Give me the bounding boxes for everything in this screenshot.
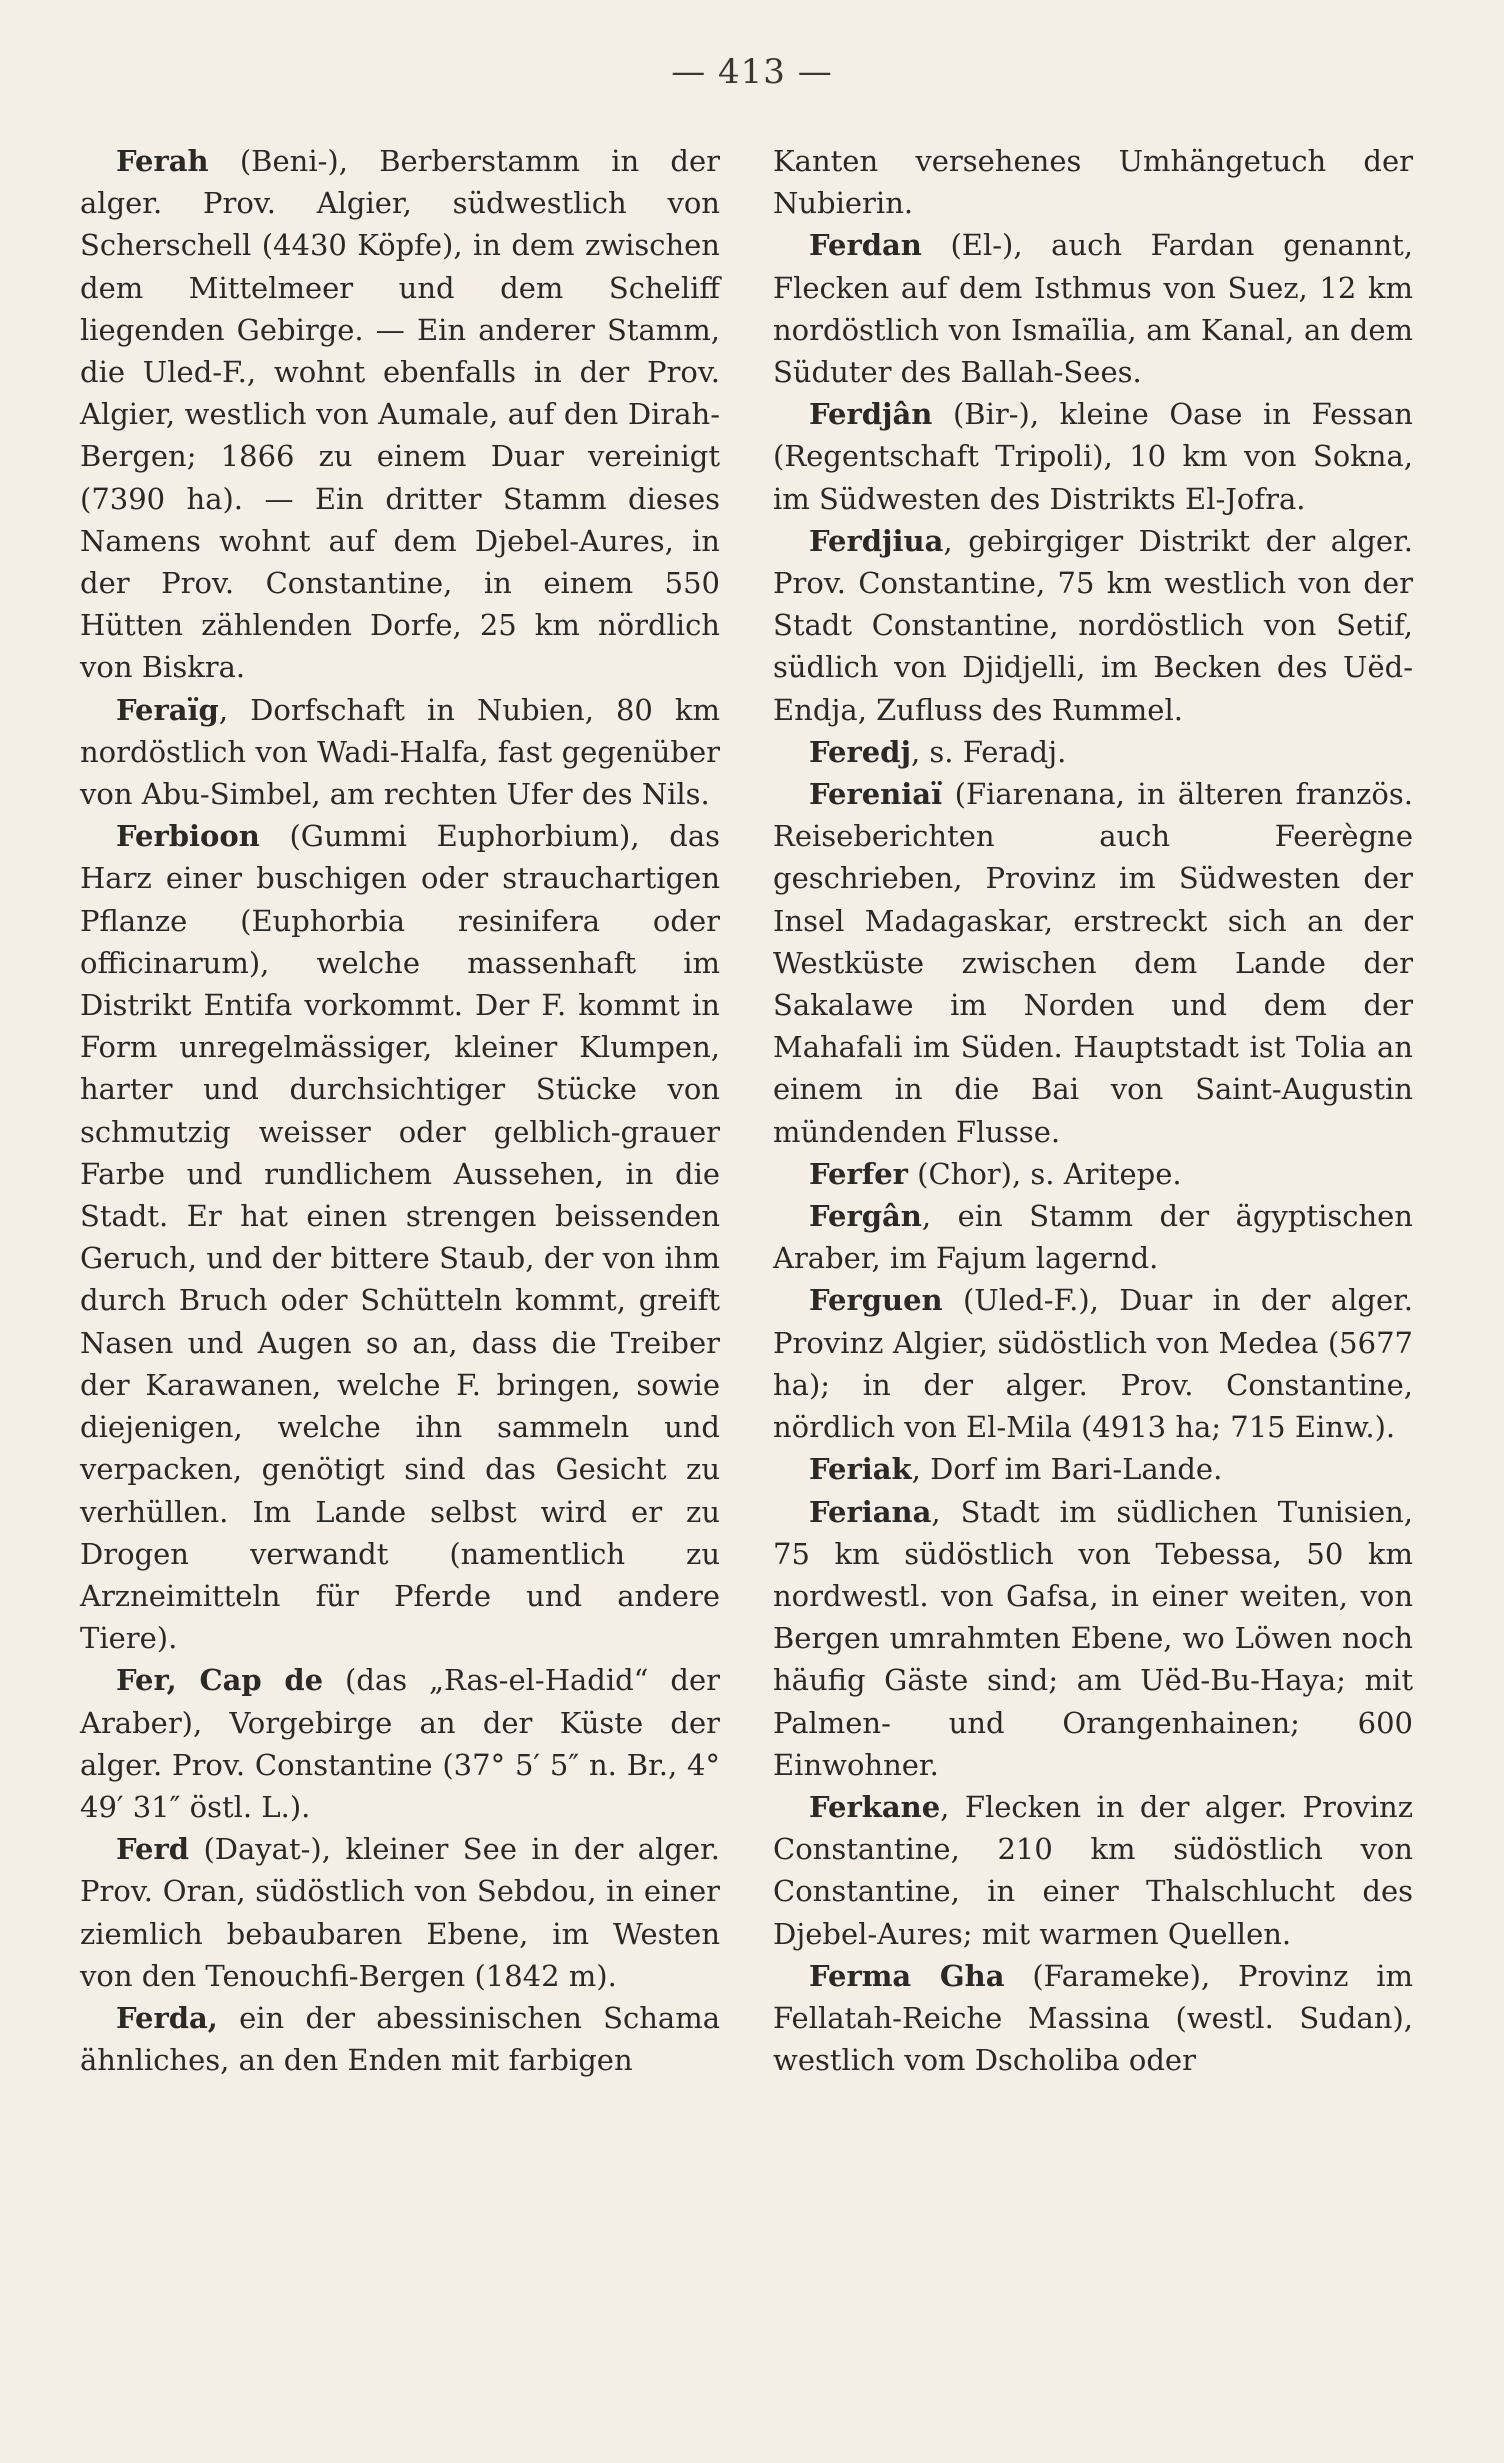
headword: Ferkane <box>809 1789 941 1824</box>
entry-text: (das „Ras-el-Hadid“ der Araber), Vorgebirge an der Küste der alger. Prov. Constantine (37° 5′ 5″ n. Br., 4° 49′ 31″ östl. L.). <box>80 1663 720 1824</box>
headword: Ferma Gha <box>809 1958 1005 1993</box>
entry-fereniai <box>773 773 1413 1153</box>
headword: Feraïg <box>116 692 219 727</box>
entry-ferdjiua <box>773 520 1413 731</box>
entry-ferdan <box>773 224 1413 393</box>
headword: Feriak <box>809 1452 912 1487</box>
headword: Ferbioon <box>116 819 260 854</box>
entry-text: (El-), auch Fardan genannt, Flecken auf dem Isthmus von Suez, 12 km nordöstlich von Ismaïlia, am Kanal, an dem Süduter des Ballah-Sees. <box>773 228 1413 390</box>
entry-ferah <box>80 140 720 689</box>
entry-ferbioon <box>80 815 720 1659</box>
entry-text: , gebirgiger Distrikt der alger. Prov. Constantine, 75 km westlich von der Stadt Constantine, nordöstlich von Setif, südlich von Djidjelli, im Becken des Uëd-Endja, Zufluss des Rummel. <box>773 523 1413 727</box>
entry-ferda-continued <box>773 140 1413 224</box>
headword: Ferfer <box>809 1156 908 1191</box>
entry-ferma-gha <box>773 1955 1413 2082</box>
headword: Ferda, <box>116 2000 218 2035</box>
headword: Ferd <box>116 1832 190 1867</box>
entry-ferkane <box>773 1786 1413 1955</box>
headword: Feriana <box>809 1494 932 1529</box>
entry-ferfer <box>773 1153 1413 1195</box>
entry-text: (Uled-F.), Duar in der alger. Provinz Algier, südöstlich von Medea (5677 ha); in der alger. Prov. Constantine, nördlich von El-Mila (4913 ha; 715 Einw.). <box>773 1283 1413 1445</box>
entry-text: Kanten versehenes Umhängetuch der Nubierin. <box>773 144 1413 221</box>
entry-text: , Flecken in der alger. Provinz Constantine, 210 km südöstlich von Constantine, in einer Thalschlucht des Djebel-Aures; mit warmen Quellen. <box>773 1789 1413 1951</box>
entry-text: (Beni-), Berberstamm in der alger. Prov. Algier, südwestlich von Scherschell (4430 Köpfe), in dem zwischen dem Mittelmeer und dem Scheliff liegenden Gebirge. — Ein anderer Stamm, die Uled-F., wohnt ebenfalls in der Prov. Algier, westlich von Aumale, auf den Dirah-Bergen; 1866 zu einem Duar vereinigt (7390 ha). — Ein dritter Stamm dieses Namens wohnt auf dem Djebel-Aures, in der Prov. Constantine, in einem 550 Hütten zählenden Dorfe, 25 km nördlich von Biskra. <box>80 144 720 685</box>
headword: Ferguen <box>809 1283 943 1318</box>
headword: Ferdjân <box>809 397 933 432</box>
entry-ferda <box>80 1997 720 2081</box>
entry-ferguen <box>773 1279 1413 1448</box>
entry-text: , ein Stamm der ägyptischen Araber, im Fajum lagernd. <box>773 1199 1413 1276</box>
entry-text: ein der abessinischen Schama ähnliches, an den Enden mit farbigen <box>80 2000 720 2078</box>
entry-text: (Farameke), Provinz im Fellatah-Reiche Massina (westl. Sudan), westlich vom Dscholiba oder <box>773 1958 1413 2078</box>
page-number: — 413 — <box>671 52 833 92</box>
headword: Fer, Cap de <box>116 1663 324 1698</box>
left-column <box>80 140 720 2081</box>
entry-text: (Chor), s. Aritepe. <box>907 1156 1182 1191</box>
entry-fer-cap-de <box>80 1659 720 1828</box>
entry-feredj <box>773 731 1413 773</box>
entry-text: , s. Feradj. <box>910 734 1067 769</box>
entry-text: (Gummi Euphorbium), das Harz einer buschigen oder strauchartigen Pflanze (Euphorbia resinifera oder officinarum), welche massenhaft im Distrikt Entifa vorkommt. Der F. kommt in Form unregelmässiger, kleiner Klumpen, harter und durchsichtiger Stücke von schmutzig weisser oder gelblich-grauer Farbe und rundlichem Aussehen, in die Stadt. Er hat einen strengen beissenden Geruch, und der bittere Staub, der von ihm durch Bruch oder Schütteln kommt, greift Nasen und Augen so an, dass die Treiber der Karawanen, welche F. bringen, sowie diejenigen, welche ihn sammeln und verpacken, genötigt sind das Gesicht zu verhüllen. Im Lande selbst wird er zu Drogen verwandt (namentlich zu Arzneimitteln für Pferde und andere Tiere). <box>80 819 720 1656</box>
entry-ferdjan <box>773 393 1413 520</box>
entry-text: (Dayat-), kleiner See in der alger. Prov. Oran, südöstlich von Sebdou, in einer ziemlich bebaubaren Ebene, im Westen von den Tenouchfi-Bergen (1842 m). <box>80 1832 720 1993</box>
headword: Fereniaï <box>809 777 943 812</box>
entry-text: (Bir-), kleine Oase in Fessan (Regentschaft Tripoli), 10 km von Sokna, im Südwesten des Distrikts El-Jofra. <box>773 397 1413 516</box>
headword: Ferdjiua <box>809 523 944 558</box>
entry-text: , Dorf im Bari-Lande. <box>911 1452 1223 1487</box>
entry-text: , Dorfschaft in Nubien, 80 km nordöstlich von Wadi-Halfa, fast gegenüber von Abu-Simbel, am rechten Ufer des Nils. <box>80 692 720 812</box>
entry-feriak <box>773 1448 1413 1490</box>
headword: Feredj <box>809 734 911 769</box>
headword: Fergân <box>809 1199 922 1234</box>
entry-text: , Stadt im südlichen Tunisien, 75 km südöstlich von Tebessa, 50 km nordwestl. von Gafsa, in einer weiten, von Bergen umrahmten Ebene, wo Löwen noch häufig Gäste sind; am Uëd-Bu-Haya; mit Palmen- und Orangenhainen; 600 Einwohner. <box>773 1494 1413 1782</box>
entry-fergan <box>773 1195 1413 1279</box>
headword: Ferah <box>116 144 209 178</box>
headword: Ferdan <box>809 228 922 263</box>
entry-text: (Fiarenana, in älteren französ. Reiseberichten auch Feerègne geschrieben, Provinz im Südwesten der Insel Madagaskar, erstreckt sich an der Westküste zwischen dem Lande der Sakalawe im Norden und dem der Mahafali im Süden. Hauptstadt ist Tolia an einem in die Bai von Saint-Augustin mündenden Flusse. <box>773 777 1413 1149</box>
entry-feriana <box>773 1491 1413 1786</box>
right-column <box>773 140 1413 2081</box>
entry-ferd <box>80 1828 720 1997</box>
entry-feraig <box>80 689 720 816</box>
